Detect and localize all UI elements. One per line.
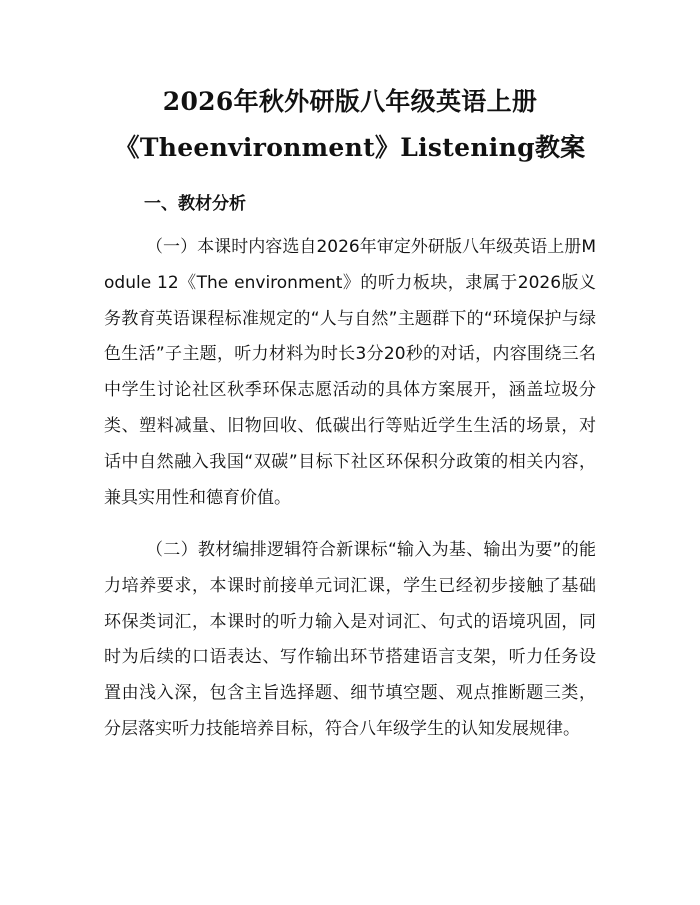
section-heading: 一、教材分析 xyxy=(144,194,246,214)
paragraph-1: （一）本课时内容选自2026年审定外研版八年级英语上册Module 12《The environment》的听力板块，隶属于2026版义务教育英语课程标准规定的“人与自然”主题群下的“环境保护与绿色生活”子主题，听力材料为时长3分20秒的对话，内容围绕三名中学生讨论社区秋季环保志愿活动的具体方案展开，涵盖垃圾分类、塑料减量、旧物回收、低碳出行等贴近学生生活的场景，对话中自然融入我国“双碳”目标下社区环保积分政策的相关内容，兼具实用性和德育价值。 xyxy=(104,237,596,508)
document-title-line1: 2026年秋外研版八年级英语上册 xyxy=(162,87,538,116)
paragraph-2: （二）教材编排逻辑符合新课标“输入为基、输出为要”的能力培养要求，本课时前接单元词汇课，学生已经初步接触了基础环保类词汇，本课时的听力输入是对词汇、句式的语境巩固，同时为后续的口语表达、写作输出环节搭建语言支架，听力任务设置由浅入深，包含主旨选择题、细节填空题、观点推断题三类，分层落实听力技能培养目标，符合八年级学生的认知发展规律。 xyxy=(104,540,596,739)
document-title-line2: 《Theenvironment》Listening教案 xyxy=(114,133,586,162)
